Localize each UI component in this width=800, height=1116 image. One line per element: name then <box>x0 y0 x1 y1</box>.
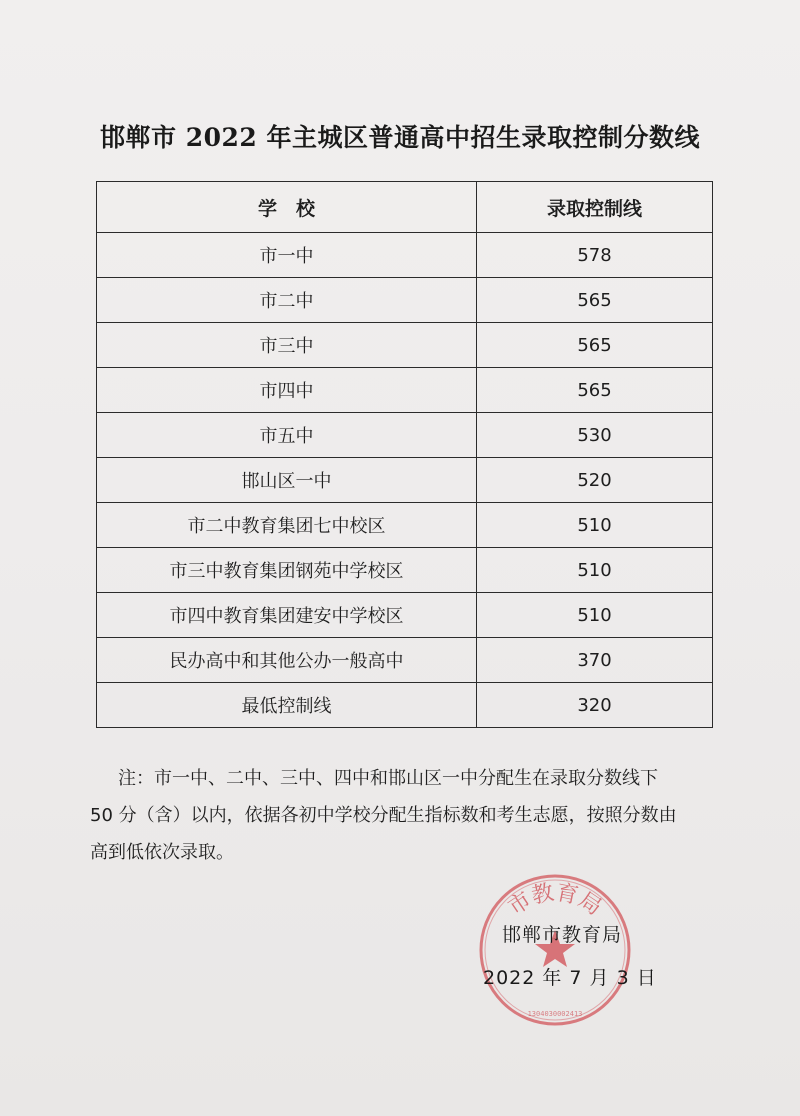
school-cell: 市四中教育集团建安中学校区 <box>97 593 477 638</box>
footnote-line: 高到低依次录取。 <box>90 842 234 863</box>
table-row <box>97 638 713 683</box>
table-row <box>97 593 713 638</box>
table-row <box>97 458 713 503</box>
score-cell: 578 <box>477 233 713 278</box>
table-row <box>97 548 713 593</box>
table-row <box>97 413 713 458</box>
score-cell: 565 <box>477 278 713 323</box>
score-cell: 565 <box>477 368 713 413</box>
score-cell: 565 <box>477 323 713 368</box>
score-cell: 530 <box>477 413 713 458</box>
school-cell: 民办高中和其他公办一般高中 <box>97 638 477 683</box>
score-cell: 370 <box>477 638 713 683</box>
school-cell: 市五中 <box>97 413 477 458</box>
table-row <box>97 368 713 413</box>
school-cell: 市二中教育集团七中校区 <box>97 503 477 548</box>
score-cell: 510 <box>477 593 713 638</box>
issue-date: 2022 年 7 月 3 日 <box>483 967 657 989</box>
footnote-line: 50 分（含）以内，依据各初中学校分配生指标数和考生志愿，按照分数由 <box>90 805 677 826</box>
score-cell: 520 <box>477 458 713 503</box>
table-row <box>97 233 713 278</box>
seal-number: 1304030002413 <box>527 1010 583 1018</box>
school-cell: 市一中 <box>97 233 477 278</box>
school-cell: 市二中 <box>97 278 477 323</box>
score-cell: 510 <box>477 503 713 548</box>
footnote-line: 注：市一中、二中、三中、四中和邯山区一中分配生在录取分数线下 <box>118 768 658 789</box>
table-row <box>97 323 713 368</box>
school-cell: 邯山区一中 <box>97 458 477 503</box>
table-row <box>97 503 713 548</box>
table-row <box>97 278 713 323</box>
school-cell: 市三中 <box>97 323 477 368</box>
score-table <box>96 181 713 728</box>
seal-text: 市教育局 <box>504 880 606 921</box>
school-cell: 市三中教育集团钢苑中学校区 <box>97 548 477 593</box>
header-school: 学 校 <box>97 182 477 233</box>
header-score: 录取控制线 <box>477 182 713 233</box>
footnote <box>90 760 730 871</box>
school-cell: 最低控制线 <box>97 683 477 728</box>
issuer-name: 邯郸市教育局 <box>502 924 623 946</box>
document-title: 邯郸市 2022 年主城区普通高中招生录取控制分数线 <box>100 123 700 152</box>
school-cell: 市四中 <box>97 368 477 413</box>
table-header-row <box>97 182 713 233</box>
score-cell: 320 <box>477 683 713 728</box>
table-row <box>97 683 713 728</box>
official-seal <box>477 872 633 1028</box>
score-cell: 510 <box>477 548 713 593</box>
